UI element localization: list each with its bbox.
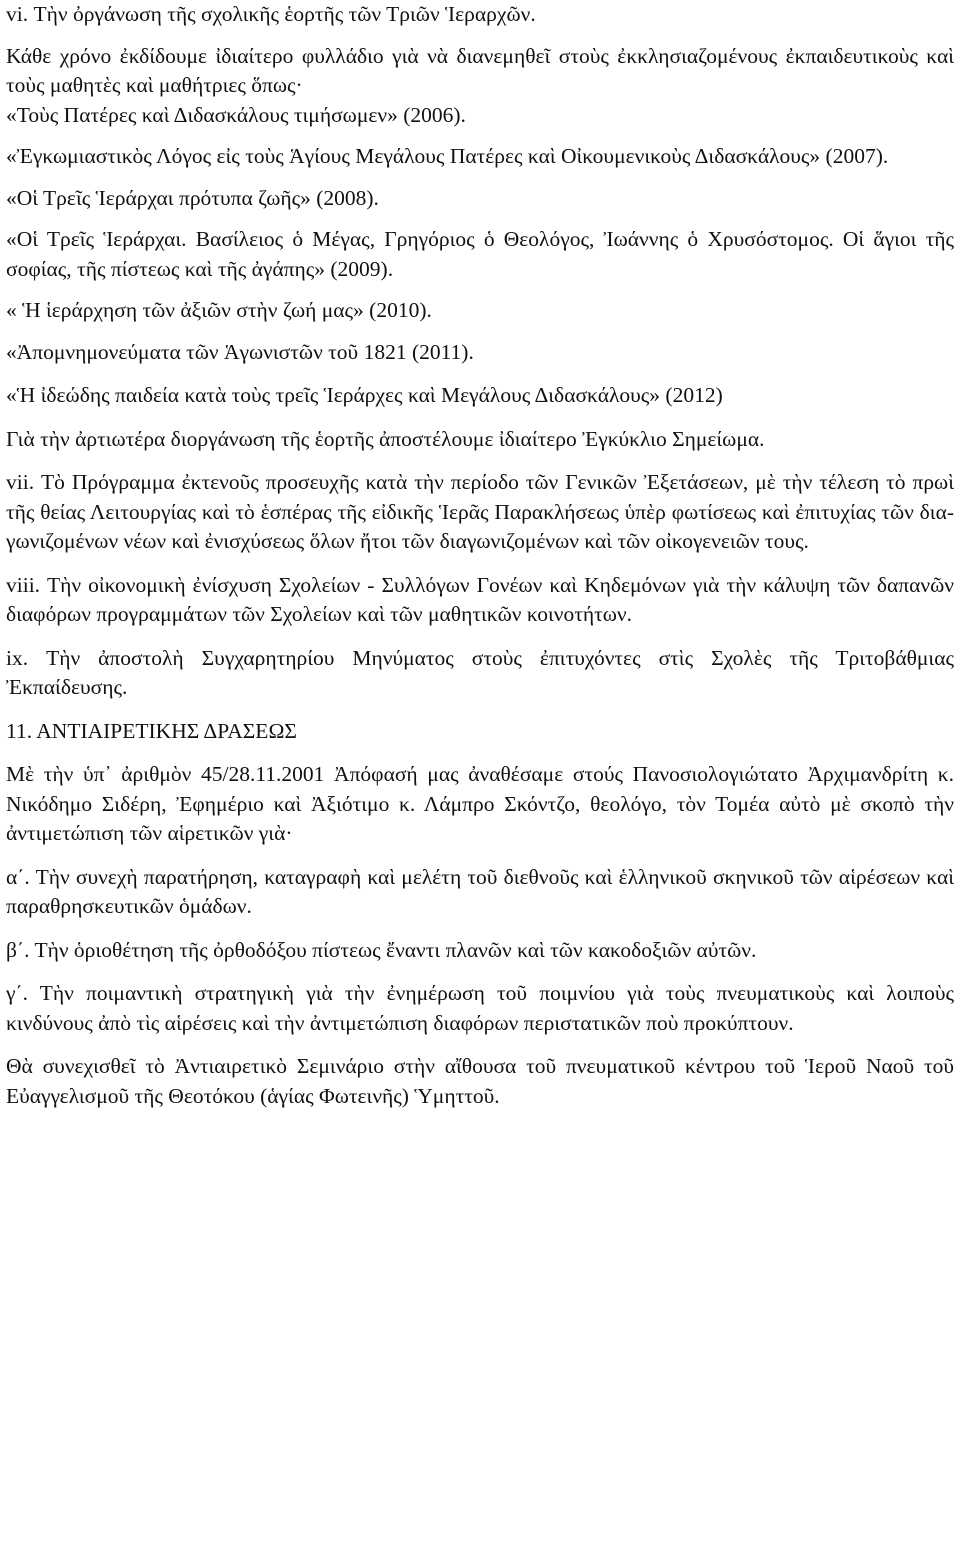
item-viii-financial-support: viii. Τὴν οἰκονομικὴ ἐνίσχυση Σχολείων - Συλλόγων Γονέων καὶ Κηδεμόνων γιὰ τὴν κάλυψη τῶν δαπανῶν διαφόρων προγραμμάτων τῶν Σχολείων καὶ τῶν μαθητικῶν κοινοτήτων. — [6, 572, 954, 626]
booklet-title-2008: «Οἱ Τρεῖς Ἱεράρχαι πρότυπα ζωῆς» (2008). — [6, 185, 379, 210]
paragraph-decision-assignment: Μὲ τὴν ὑπ᾽ ἀριθμὸν 45/28.11.2001 Ἀπόφασή μας ἀναθέσαμε στούς Πανοσιολογιώτατο Ἀρχιμανδρίτη κ. Νικόδημο Σιδέρη, Ἐφημέριο καὶ Ἀξιότιμο κ. Λάμπρο Σκόντζο, θεολόγο, τὸν Τομέα αὐτὸ μὲ σκοπὸ τὴν ἀντιμετώπιση τῶν αἱρετικῶν γιὰ· — [6, 762, 954, 845]
paragraph-seminar: Θὰ συνεχισθεῖ τὸ Ἀντιαιρετικὸ Σεμινάριο στὴν αἴθουσα τοῦ πνευματικοῦ κέντρου τοῦ Ἱεροῦ Ναοῦ τοῦ Εὐαγγελισμοῦ τῆς Θεοτόκου (ἁγίας Φωτεινῆς) Ὑμηττοῦ. — [6, 1054, 954, 1108]
paragraph-annual-booklet: Κάθε χρόνο ἐκδίδουμε ἰδιαίτερο φυλλάδιο γιὰ νὰ διανεμηθεῖ στοὺς ἐκκλησιαζομένους ἐκπαιδευτικοὺς καὶ τοὺς μαθητὲς καὶ μαθήτριες ὅπως· — [6, 43, 954, 97]
booklet-title-2007: «Ἐγκωμιαστικὸς Λόγος εἰς τοὺς Ἁγίους Μεγάλους Πατέρες καὶ Οἰκουμενικοὺς Διδασκάλους» (2007). — [6, 144, 889, 168]
list-item-beta: β΄. Τὴν ὁριοθέτηση τῆς ὀρθοδόξου πίστεως ἔναντι πλανῶν καὶ τῶν κακοδοξιῶν αὐτῶν. — [6, 937, 757, 962]
item-vii-prayer-program: vii. Τὸ Πρόγραμμα ἐκτενοῦς προσευχῆς κατὰ τὴν περίοδο τῶν Γενικῶν Ἐξετάσεων, μὲ τὴν τέλεση τὸ πρωὶ τῆς θείας Λειτουργίας καὶ τὸ ἑσπέρας τῆς εἰδικῆς Ἱερᾶς Παρακλήσεως ὑπὲρ φωτίσεως καὶ ἐπιτυχίας τῶν δια-γωνιζομένων νέων καὶ ἐνισχύσεως ὅλων ἤτοι τῶν διαγωνιζομένων καὶ τῶν οἰκογενειῶν τους. — [6, 470, 954, 553]
booklet-title-2010: « Ἡ ἱεράρχηση τῶν ἀξιῶν στὴν ζωή μας» (2010). — [6, 298, 432, 322]
paragraph-encyclical-note: Γιὰ τὴν ἀρτιωτέρα διοργάνωση τῆς ἑορτῆς ἀποστέλουμε ἰδιαίτερο Ἐγκύκλιο Σημείωμα. — [6, 426, 765, 451]
item-vi-school-celebration: vi. Τὴν ὀργάνωση τῆς σχολικῆς ἑορτῆς τῶν Τριῶν Ἱεραρχῶν. — [6, 2, 536, 26]
list-item-gamma: γ΄. Τὴν ποιμαντικὴ στρατηγικὴ γιὰ τὴν ἐνημέρωση τοῦ ποιμνίου γιὰ τοὺς πνευματικοὺς καὶ λοιποὺς κινδύνους ἀπὸ τὶς αἱρέσεις καὶ τὴν ἀντιμετώπιση διαφόρων περιστατικῶν ποὺ προκύπτουν. — [6, 981, 954, 1035]
list-item-alpha: α΄. Τὴν συνεχὴ παρατήρηση, καταγραφὴ καὶ μελέτη τοῦ διεθνοῦς καὶ ἑλληνικοῦ σκηνικοῦ τῶν αἱρέσεων καὶ παραθρησκευτικῶν ὁμάδων. — [6, 864, 954, 918]
booklet-title-2012: «Ἡ ἰδεώδης παιδεία κατὰ τοὺς τρεῖς Ἱεράρχες καὶ Μεγάλους Διδασκάλους» (2012) — [6, 383, 723, 407]
section-heading-11: 11. ΑΝΤΙΑΙΡΕΤΙΚΗΣ ΔΡΑΣΕΩΣ — [6, 718, 297, 743]
booklet-title-2011: «Ἀπομνημονεύματα τῶν Ἁγωνιστῶν τοῦ 1821 (2011). — [6, 339, 474, 364]
booklet-title-2006: «Τοὺς Πατέρες καὶ Διδασκάλους τιμήσωμεν» (2006). — [6, 102, 466, 127]
booklet-title-2009: «Οἱ Τρεῖς Ἱεράρχαι. Βασίλειος ὁ Μέγας, Γρηγόριος ὁ Θεολόγος, Ἰωάννης ὁ Χρυσόστομος. Οἱ ἅγιοι τῆς σοφίας, τῆς πίστεως καὶ τῆς ἀγάπης» (2009). — [6, 227, 954, 281]
item-ix-congratulatory-message: ix. Τὴν ἀποστολὴ Συγχαρητηρίου Μηνύματος στοὺς ἐπιτυχόντες στὶς Σχολὲς τῆς Τριτοβάθμιας Ἐκπαίδευσης. — [6, 645, 954, 699]
